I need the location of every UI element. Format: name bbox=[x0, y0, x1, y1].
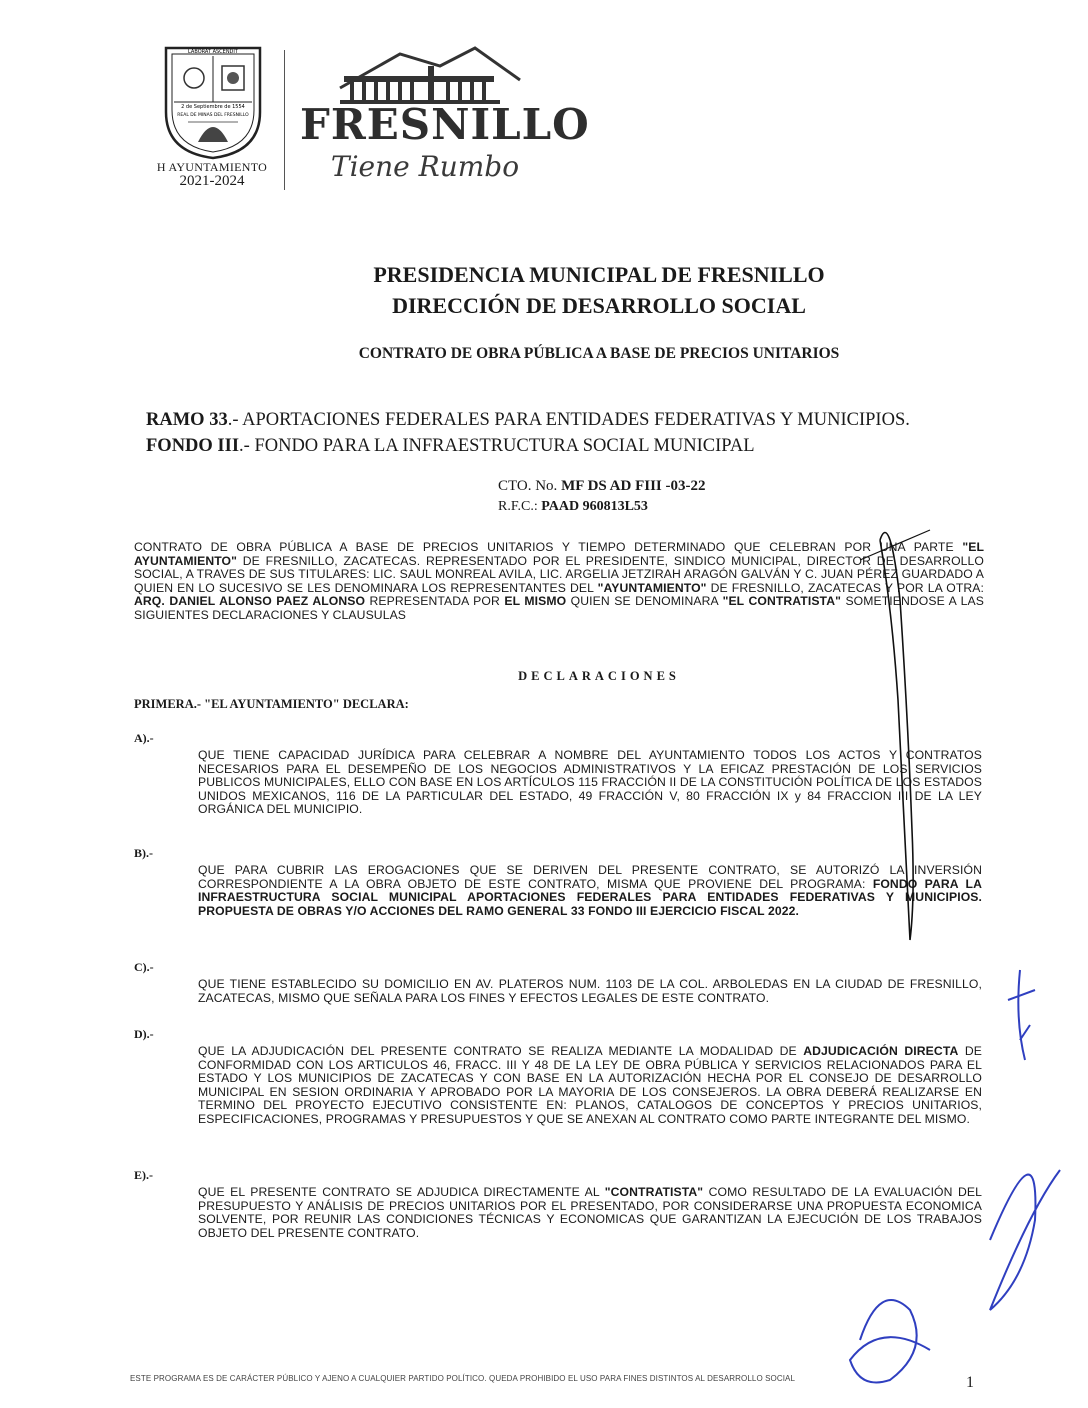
clause-d-label: D).- bbox=[134, 1027, 154, 1041]
clause-c-text: QUE TIENE ESTABLECIDO SU DOMICILIO EN AV. PLATEROS NUM. 1103 DE LA COL. ARBOLEDAS EN LA CIUDAD DE FRESNILLO, ZACATECAS, MISMO QUE SEÑALA PARA LOS FINES Y EFECTOS LEGALES DE ESTE CONTRATO. bbox=[198, 977, 982, 1005]
clause-b-text: QUE PARA CUBRIR LAS EROGACIONES QUE SE DERIVEN DEL PRESENTE CONTRATO, SE AUTORIZÓ LA INVERSIÓN CORRESPONDIENTE A LA OBRA OBJETO DE ESTE CONTRATO, MISMA QUE PROVIENE DEL PROGRAMA: FONDO PARA LA INFRAESTRUCTURA SOCIAL MUNICIPAL APORTACIONES FEDERALES PARA ENTIDADES FEDERATIVAS Y MUNICIPIOS. PROPUESTA DE OBRAS Y/O ACCIONES DEL RAMO GENERAL 33 FONDO III EJERCICIO FISCAL 2022. bbox=[198, 863, 982, 918]
clause-a-label: A).- bbox=[134, 731, 154, 745]
declaraciones-heading: DECLARACIONES bbox=[518, 669, 680, 683]
contract-type-heading: CONTRATO DE OBRA PÚBLICA A BASE DE PRECIOS UNITARIOS bbox=[358, 345, 840, 362]
seal-motto: LABORAT ASCENDIT bbox=[188, 49, 238, 55]
contract-number: CTO. No. MF DS AD FIII -03-22 bbox=[498, 478, 706, 494]
clause-c-label: C).- bbox=[134, 960, 154, 974]
primera-heading: PRIMERA.- "EL AYUNTAMIENTO" DECLARA: bbox=[134, 697, 409, 711]
clause-d-text: QUE LA ADJUDICACIÓN DEL PRESENTE CONTRATO SE REALIZA MEDIANTE LA MODALIDAD DE ADJUDICACIÓN DIRECTA DE CONFORMIDAD CON LOS ARTICULOS 46, FRACC. III Y 48 DE LA LEY DE OBRA PÚBLICA Y SERVICIOS RELACIONADOS PARA EL ESTADO Y LOS MUNICIPIOS DE ZACATECAS Y CON BASE EN LA AUTORIZACIÓN HECHA POR EL CONSEJO DE DESARROLLO MUNICIPAL EN SESION ORDINARIA Y APROBADO POR LA MAYORIA DE LOS CONSEJEROS. LA OBRA DEBERÁ REALIZARSE EN TERMINO DEL PROYECTO EJECUTIVO CONSISTENTE EN: PLANOS, CATALOGOS DE CONCEPTOS Y PRECIOS UNITARIOS, ESPECIFICACIONES, PROGRAMAS Y PRESUPUESTOS Y QUE SE ANEXAN AL CONTRATO COMO PARTE INTEGRANTE DEL MISMO. bbox=[198, 1044, 982, 1126]
crest-years: 2021-2024 bbox=[179, 173, 245, 189]
intro-paragraph: CONTRATO DE OBRA PÚBLICA A BASE DE PRECIOS UNITARIOS Y TIEMPO DETERMINADO QUE CELEBRAN POR UNA PARTE "EL AYUNTAMIENTO" DE FRESNILLO, ZACATECAS. REPRESENTADO POR EL PRESIDENTE, SINDICO MUNICIPAL, DIRECTOR DE DESARROLLO SOCIAL, A TRAVES DE SUS TITULARES: LIC. SAUL MONREAL AVILA, LIC. ARGELIA JETZIRAH ARAGÓN GALVÁN Y C. JUAN PÉREZ GUARDADO A QUIEN EN LO SUCESIVO SE LES DENOMINARA LOS REPRESENTANTES DEL "AYUNTAMIENTO" DE FRESNILLO, ZACATECAS Y POR LA OTRA: ARQ. DANIEL ALONSO PAEZ ALONSO REPRESENTADA POR EL MISMO QUIEN SE DENOMINARA "EL CONTRATISTA" SOMETIENDOSE A LAS SIGUIENTES DECLARACIONES Y CLAUSULAS bbox=[134, 540, 984, 622]
seal-date: 2 de Septiembre de 1554 bbox=[181, 104, 245, 110]
handwritten-signatures bbox=[820, 520, 1080, 1400]
logo-tagline: Tiene Rumbo bbox=[330, 150, 520, 183]
clause-b-label: B).- bbox=[134, 846, 153, 860]
rfc-line: R.F.C.: PAAD 960813L53 bbox=[498, 499, 648, 514]
page-number: 1 bbox=[966, 1374, 974, 1391]
seal-name: REAL DE MINAS DEL FRESNILLO bbox=[177, 113, 249, 118]
ramo-line: RAMO 33.- APORTACIONES FEDERALES PARA ENTIDADES FEDERATIVAS Y MUNICIPIOS. bbox=[146, 410, 910, 430]
clause-e-label: E).- bbox=[134, 1168, 153, 1182]
fondo-line: FONDO III.- FONDO PARA LA INFRAESTRUCTURA SOCIAL MUNICIPAL bbox=[146, 436, 755, 456]
municipal-crest bbox=[158, 42, 268, 160]
footer-disclaimer: ESTE PROGRAMA ES DE CARÁCTER PÚBLICO Y AJENO A CUALQUIER PARTIDO POLÍTICO. QUEDA PROHIBIDO EL USO PARA FINES DISTINTOS AL DESARROLLO SOCIAL bbox=[130, 1374, 796, 1383]
crest-caption: H AYUNTAMIENTO bbox=[156, 160, 268, 174]
title-direccion: DIRECCIÓN DE DESARROLLO SOCIAL bbox=[392, 293, 806, 318]
clause-e-text: QUE EL PRESENTE CONTRATO SE ADJUDICA DIRECTAMENTE AL "CONTRATISTA" COMO RESULTADO DE LA EVALUACIÓN DEL PRESUPUESTO Y ANÁLISIS DE PRECIOS UNITARIOS POR EL PRESENTADO, POR CONSIDERARSE UNA PROPUESTA ECONOMICA SOLVENTE, POR REUNIR LAS CONDICIONES TÉCNICAS Y ECONOMICAS QUE GARANTIZAN LA EJECUCIÓN DE LOS TRABAJOS OBJETO DEL PRESENTE CONTRATO. bbox=[198, 1185, 982, 1240]
clause-a-text: QUE TIENE CAPACIDAD JURÍDICA PARA CELEBRAR A NOMBRE DEL AYUNTAMIENTO TODOS LOS ACTOS Y CONTRATOS NECESARIOS PARA EL DESEMPEÑO DE LOS NEGOCIOS ADMINISTRATIVOS Y LA EFICAZ PRESTACIÓN DE LOS SERVICIOS PUBLICOS MUNICIPALES, ELLO CON BASE EN LOS ARTÍCULOS 115 FRACCIÓN II DE LA CONSTITUCIÓN POLÍTICA DE LOS ESTADOS UNIDOS MEXICANOS, 116 DE LA PARTICULAR DEL ESTADO, 49 FRACCIÓN V, 80 FRACCIÓN IX y 84 FRACCION III DE LA LEY ORGÁNICA DEL MUNICIPIO. bbox=[198, 748, 982, 817]
header-divider bbox=[284, 50, 285, 190]
title-presidencia: PRESIDENCIA MUNICIPAL DE FRESNILLO bbox=[373, 262, 825, 287]
logo-wordmark: FRESNILLO bbox=[300, 100, 590, 149]
